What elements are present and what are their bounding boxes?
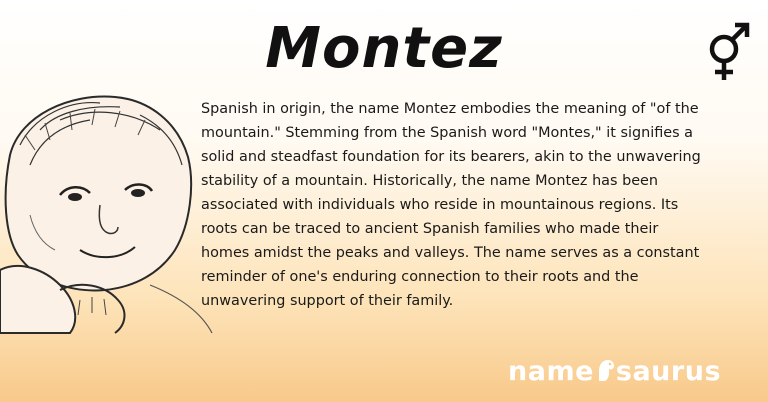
brand-right: saurus (615, 356, 722, 387)
brand-left: name (508, 356, 594, 387)
name-description: Spanish in origin, the name Montez embodies the meaning of "of the mountain." Stemming from the Spanish word "Montes," it signifies a solid and steadfast foundation for its bearers, akin to the unwavering stability of a mountain. Historically, the name Montez has been associated with individuals who reside in mountainous regions. Its roots can be traced to ancient Spanish families who made their homes amidst the peaks and valleys. The name serves as a constant reminder of one's enduring connection to their roots and the unwavering support of their family. (201, 101, 701, 309)
dinosaur-icon (595, 357, 615, 383)
namesaurus-logo[interactable] (508, 352, 738, 392)
name-title: Montez (265, 16, 503, 81)
baby-sketch-icon (0, 85, 215, 335)
male-female-symbol-icon (700, 22, 754, 82)
